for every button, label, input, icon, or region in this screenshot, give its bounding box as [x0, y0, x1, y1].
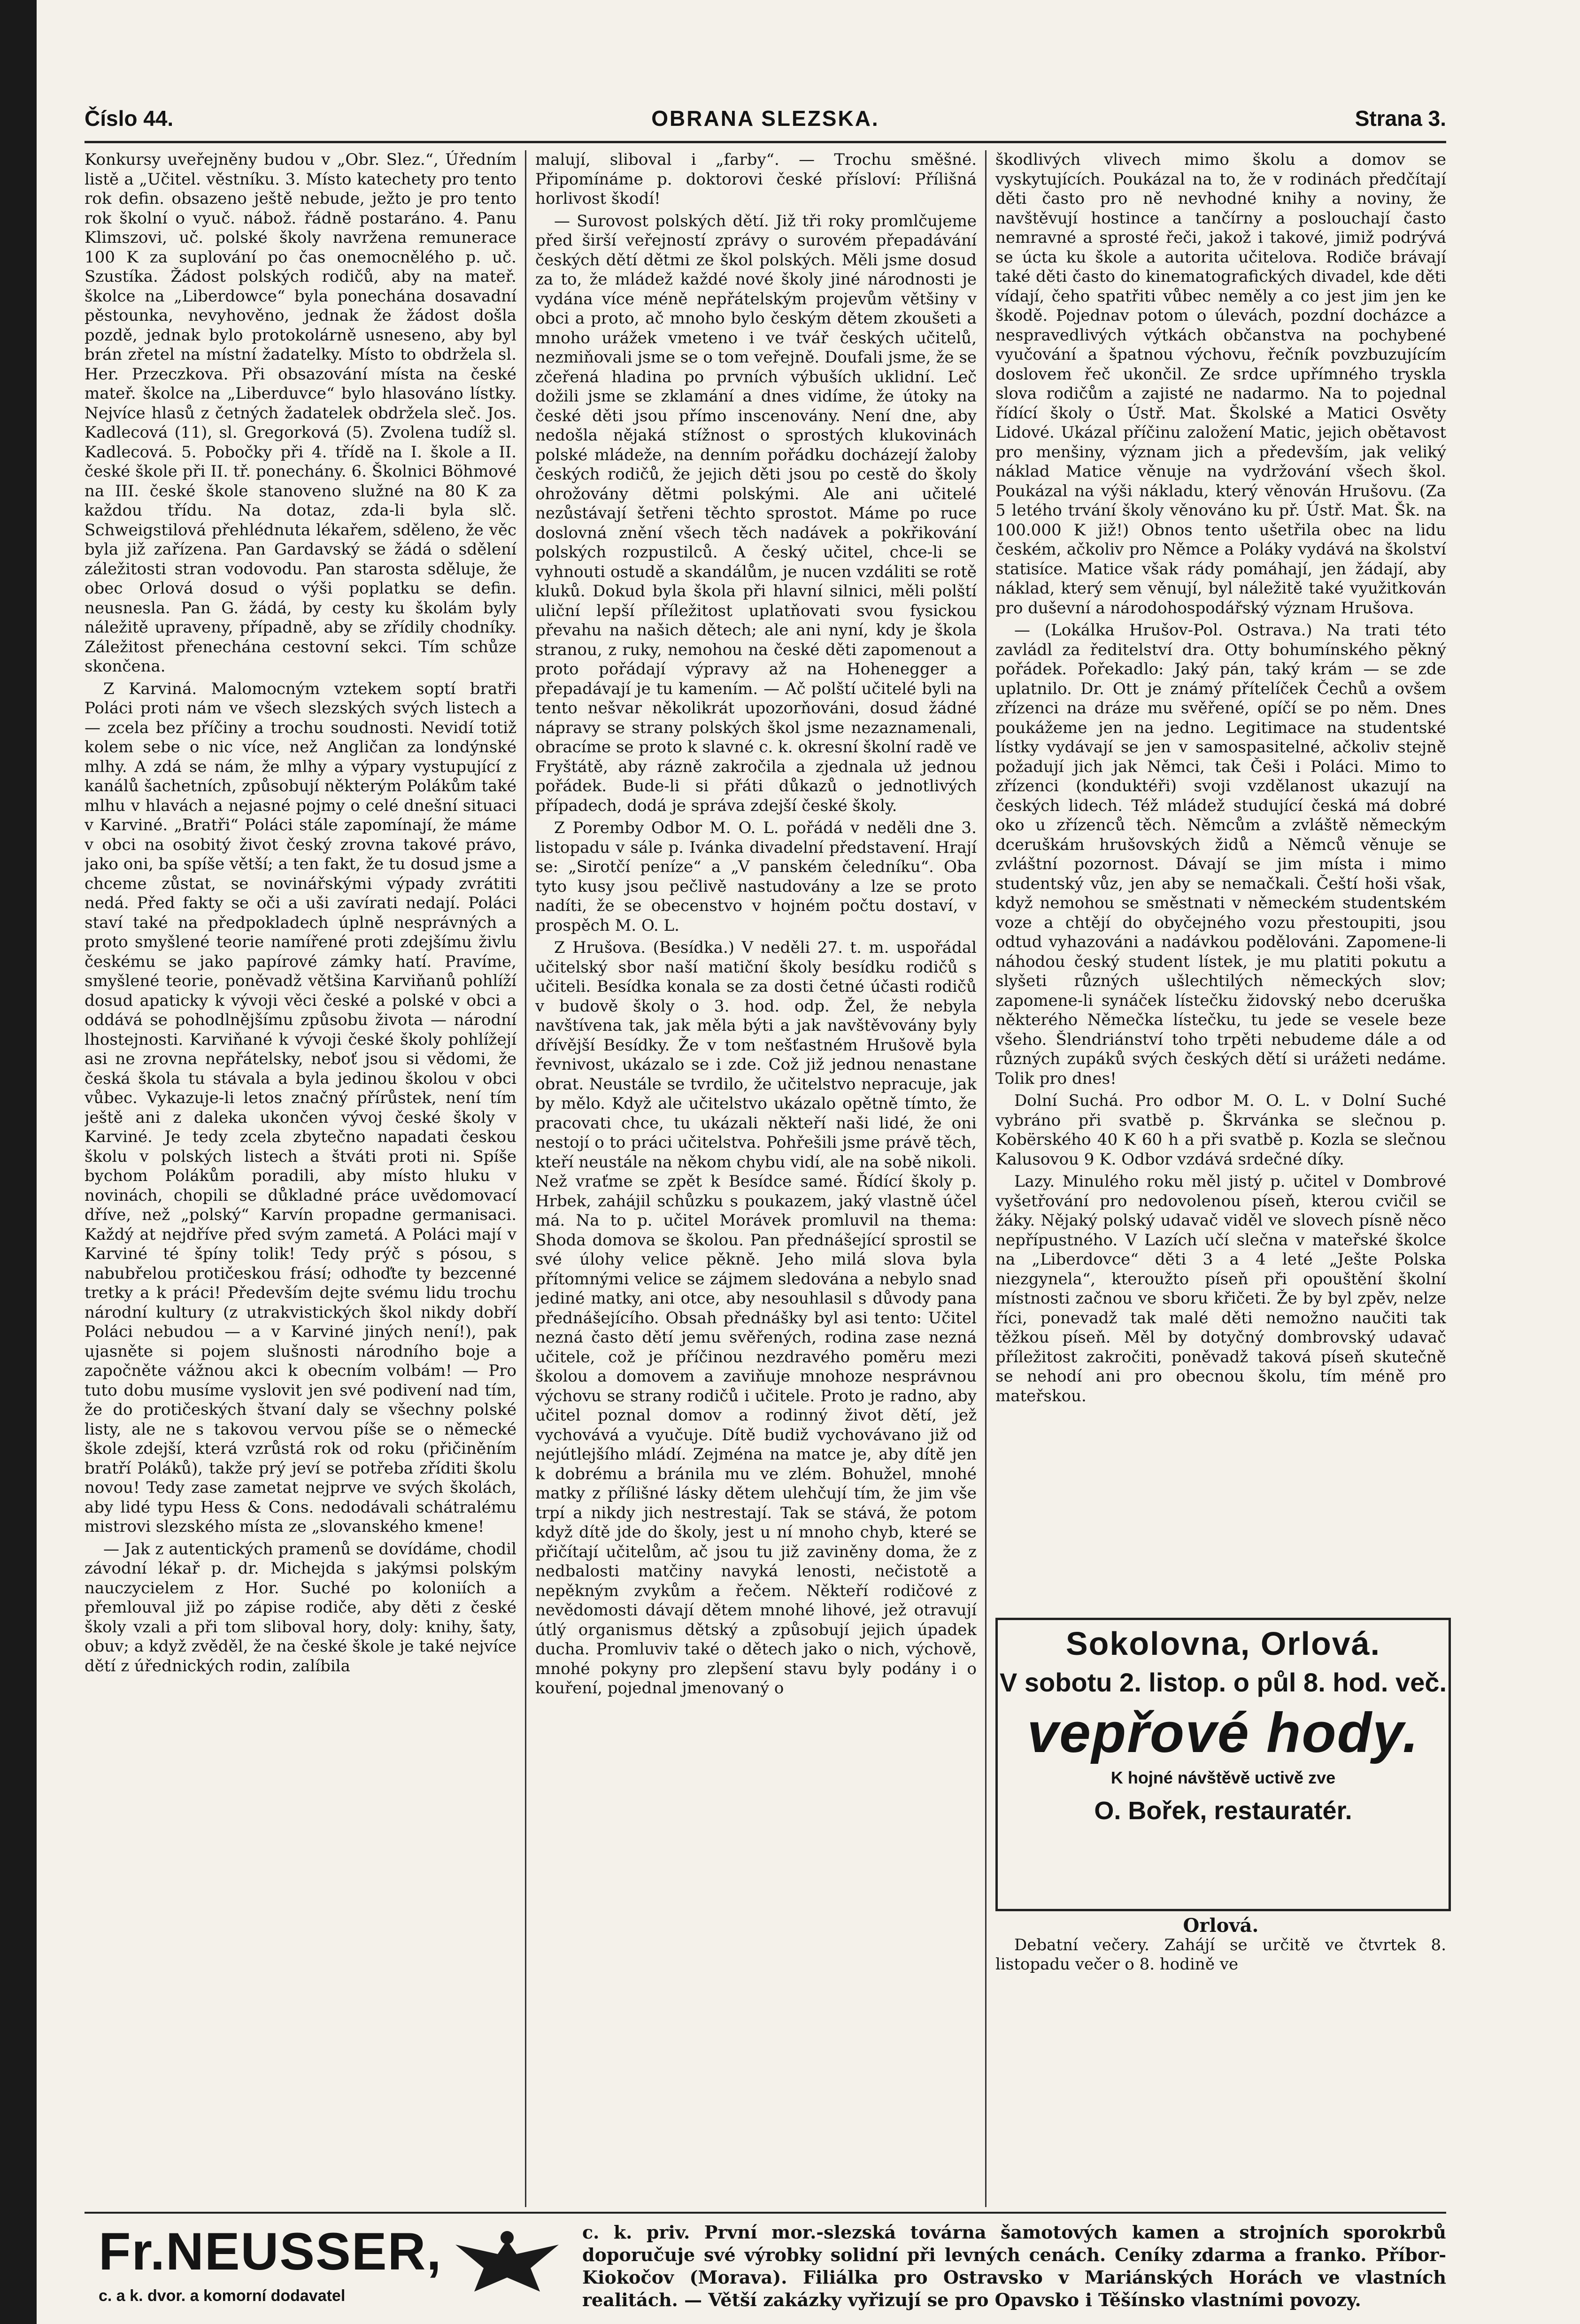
- article-text: — Jak z autentických pramenů se dovídáme, chodil závodní lékař p. dr. Michejda s jakýmsi polským nauczycielem z Hor. Suché po koloniích a přemlouval již po zápise rodiče, aby děti z české školy vzali a při tom sliboval hory, doly: knihy, šaty, obuv; a když zvěděl, že na české škole je také nejvíce dětí z úřednických rodin, zalíbila: [85, 1539, 516, 1675]
- column-divider: [985, 150, 987, 2207]
- article-dolni-sucha: Dolní Suchá. Pro odbor M. O. L. v Dolní Suché vybráno při svatbě p. Škrvánka se slečnou p. Kobërského 40 K 60 h a při svatbě p. Kozla se slečnou Kalusovou 9 K. Odbor vzdává srdečné díky.: [995, 1091, 1446, 1169]
- column-3: [995, 150, 1446, 1611]
- section-heading: Orlová.: [1183, 1916, 1259, 1937]
- column-2: [535, 150, 977, 2207]
- article-lokalka: — (Lokálka Hrušov-Pol. Ostrava.) Na trati této zavládl za ředitelství dra. Otty bohumínského pěkný pořádek. Pořekadlo: Jaký pán, taký krám — se zde uplatnilo. Dr. Ott je známý přítelíček Čechů a ovšem zřízenci na dráze mu svěřené, opíčí se po něm. Dnes poukážeme jen na jedno. Legitimace na studentské lístky vydávají se jen v samospasitelné, ačkoliv stejně požadují jich jak Němci, tak Češi i Poláci. Mimo to zřízenci (konduktéři) svoji vzdělanost ukazují na českých lidech. Též mládež studující česká má dobré oko u zřízenců těch. Němcům a zvláště německým dceruškám hrušovských židů a Němců věnuje se zvláštní pozornost. Dávají se jim místa i mimo studentský vůz, jen aby se nemačkali. Čeští hoši však, když nemohou se směstnati v německém studentském voze a chtějí do obyčejného vozu přestoupiti, jsou odtud vyhazováni a nadávkou podělováni. Zapomene-li náhodou český student lístek, je mu platiti pokutu a slyšeti různých ušlechtilých německých slov; zapomene-li synáček lístečku židovský nebo dceruška některého Němečka lístečku, tu jede se vesele beze všeho. Šlendriánství toho trpěti nebudeme dále a od různých zupáků svých českých dětí si urážeti nedáme. Tolik pro dnes!: [995, 621, 1446, 1088]
- article-hrusov: Z Hrušova. (Besídka.) V neděli 27. t. m. uspořádal učitelský sbor naší matiční školy besídku rodičů s učiteli. Besídka konala se za dosti četné účasti rodičů v budově školy o 3. hod. odp. Žel, že nebyla navštívena tak, jak měla býti a jak navštěvovány byly dřívější Besídky. Že v tom nešťastném Hrušově byla řevnivost, ukázalo se i zde. Což již jednou nenastane obrat. Neustále se tvrdilo, že učitelstvo nepracuje, jak by mělo. Když ale učitelstvo ukázalo opětně tímto, že pracovati chce, tu ukázali někteří naši lidé, že oni nestojí o to práci učitelstva. Pohřešili jsme právě těch, kteří neustále na někom chybu vidí, ale na sobě nikoli. Než vraťme se zpět k Besídce samé. Řídící školy p. Hrbek, zahájil schůzku s poukazem, jaký vlastně účel má. Na to p. učitel Morávek promluvil na thema: Shoda domova se školou. Pan přednášející sprostil se své úlohy velice pěkně. Jeho milá slova byla přítomnými velice se zájmem sledována a nebylo snad jediné matky, ani otce, aby nesouhlasil s důvody pana přednášejícího. Obsah přednášky byl asi tento: Učitel nezná často dětí jemu svěřených, rodina zase nezná učitele, což je příčinou nezdravého poměru mezi školou a domovem a zaviňuje mnohoze nesprávnou výchovu se strany rodičů i učitele. Proto je radno, aby učitel poznal domov a rodinný život dětí, jež vychovává a vyučuje. Dítě budiž vychovávano již od nejútlejšího mládí. Zejména na matce je, aby dítě jen k dobrému a bránila mu ve zlém. Bohužel, mnohé matky z přílišné lásky dětem ulehčují tím, že jim vše trpí a nikdy jich nestrestají. Tak se stává, že potom když dítě jde do školy, jest u ní mnoho chyb, které se přičítají učitelům, ač jsou tu již zaviněny doma, že z nedbalosti matčiny navyká lenosti, nečistotě a nepěkným zvykům a řečem. Někteří rodičové z nevědomosti dávají dětem mnohé lihové, jež otravují útlý organismus dětský a způsobují jejich úpadek ducha. Promluviv také o dětech jako o nich, výchově, mnohé pokyny pro zlepšení stavu byly podány i o kouření, pojednal jmenovaný o: [535, 938, 977, 1698]
- ad-venue: Sokolovna, Orlová.: [1065, 1625, 1381, 1662]
- ad-invitation: K hojné návštěvě uctivě zve: [1110, 1768, 1336, 1787]
- article-text: Konkursy uveřejněny budou v „Obr. Slez.“, Úředním listě a „Učitel. věstníku. 3. Místo katechety pro tento rok defin. obsazeno ještě nebude, ježto je pro tento rok školní o vyuč. nábož. řádně postaráno. 4. Panu Klimszovi, uč. polské školy navržena remunerace 100 K za suplování po čas onemocnělého p. uč. Szustíka. Žádost polských rodičů, aby na mateř. školce na „Liberdowce“ byla ponechána dosavadní pěstounka, nevyhověno, jednak že žádost došla pozdě, jednak bylo protokolárně usneseno, aby byl brán zřetel na místní žadatelky. Místo to obdržela sl. Her. Przeczkova. Při obsazování místa na české mateř. školce na „Liberduvce“ bylo hlasováno lístky. Nejvíce hlasů z četných žadatelek obdržela sleč. Jos. Kadlecová (11), sl. Gregorková (5). Zvolena tudíž sl. Kadlecová. 5. Pobočky při 4. třídě na I. škole a II. české škole při II. tř. ponechány. 6. Školnici Böhmové na III. české škole stanoveno služné na 80 K za každou třídu. Na dotaz, zda-li byla slč. Schweigstilová přehlédnuta lékařem, sděleno, že věc byla již zařízena. Pan Gardavský se žádá o sdělení záležitosti stran vodovodu. Pan starosta sděluje, že obec Orlová dosud o výši poplatku se defin. neusnesla. Pan G. žádá, by cesty ku školám byly náležitě upraveny, případně, aby se zřídily chodníky. Záležitost přenechána cestovní sekci. Tím schůze skončena.: [85, 150, 516, 676]
- article-lazy: Lazy. Minulého roku měl jistý p. učitel v Dombrové vyšetřování pro nedovolenou píseň, kterou cvičil se žáky. Nějaký polský udavač viděl ve slovech písně něco nepřípustného. V Lazích učí slečna v mateřské školce na „Liberdovce“ děti 3 a 4 leté „Ješte Polska niezgynela“, kteroužto píseň při opouštění školní místnosti začnou ve sboru křičeti. Že by byl zpěv, nelze říci, ponevadž tak malé děti nemožno naučiti tak těžkou píseň. Měl by dotyčný dombrovský udavač příležitost zakročiti, poněvadž taková píseň skutečně se nehodí ani pro obecnou školu, tím méně pro mateřskou.: [995, 1172, 1446, 1405]
- article-surovost: — Surovost polských dětí. Již tři roky promlčujeme před širší veřejností zprávy o surovém přepadávání českých dětí dětmi ze škol polských. Měli jsme dosud za to, že mládež každé nové školy jiné národnosti je vydána více méně nepřátelským projevům většiny v obci a proto, ač mnoho bylo českým dětem zkoušeti a mnoho urážek vmeteno i ve tvář českých učitelů, nezmiňovali jsme se o tom veřejně. Doufali jsme, že se zčeřená hladina po prvních výbuších uklidní. Leč dožili jsme se zklamání a dnes vidíme, že útoky na české děti jsou přímo inscenovány. Není dne, aby nedošla nějaká stížnost o sprostých klukovinách polské mládeže, na denním pořádku docházejí žaloby českých rodičů, že jejich děti jsou po cestě do školy ohrožovány dětmi polskými. Ale ani učitelé nezůstávají šetřeni těchto sprostot. Máme po ruce doslovná znění všech těch nadávek a pokřikování polských rozpustilců. A český učitel, chce-li se vyhnouti ostudě a skandálům, je nucen vzdáliti se rotě kluků. Dokud byla škola při hlavní silnici, měli polští uliční lepší příležitost uplatňovati svou fysickou převahu na našich dětech; ale ani nyní, kdy je škola stranou, z ruky, nemohou na české děti zapomenout a proto pořádají výpravy až na Hohenegger a přepadávají je tu kamením. — Ač polští učitelé byli na tento nešvar několikrát upozorňováni, dosud žádné nápravy se strany polských škol jsme nezaznamenali, obracíme se proto k slavné c. k. okresní školní radě ve Fryštátě, aby rázně zakročila a zjednala už jednou pořádek. Bude-li si přáti důkazů o jednotlivých případech, dodá je správa zdejší české školy.: [535, 211, 977, 815]
- ad-date: V sobotu 2. listop. o půl 8. hod. več.: [999, 1668, 1447, 1697]
- brand-name: Fr.NEUSSER,: [99, 2222, 442, 2281]
- column-1: [85, 150, 516, 2207]
- brand-subtitle: c. a k. dvor. a komorní dodavatel: [99, 2287, 346, 2305]
- article-text: škodlivých vlivech mimo školu a domov se vyskytujících. Poukázal na to, že v rodinách předčítají děti často pro ně nevhodné knihy a noviny, že navštěvují hostince a tančírny a poslouchají často nemravné a sprosté řeči, jakož i takové, jimiž podrývá se úcta ku škole a autorita učitelova. Rodiče brávají také děti často do kinematografických divadel, kde děti vídají, čeho spatřiti vůbec neměly a co jest jim jen ke škodě. Pojednav potom o úlevách, pozdní docházce a nespravedlivých výtkách občanstva na pochybené vyučování a špatnou výchovu, řečník povzbuzujícím doslovem řeč ukončil. Ze srdce upřímného tryskla slova rodičům a zajisté ne nadarmo. Na to pojednal řídící školy o Ústř. Mat. Školské a Matici Osvěty Lidové. Ukázal příčinu založení Matic, jejich obětavost pro menšiny, význam jich a především, jak veliký náklad Matice věnuje na vydržování všech škol. Poukázal na výši nákladu, který věnován Hrušovu. (Za 5 letého trvání školy věnováno ku př. Ústř. Mat. Šk. na 100.000 K již!) Obnos tento ušetřila obec na lidu českém, ačkoliv pro Němce a Poláky vydává na školství statisíce. Matice však rády pomáhají, jen žádají, aby náklad, který sem věnují, byl náležitě také využitkován pro duševní a národohospodářský význam Hrušova.: [995, 150, 1446, 618]
- article-text: malují, sliboval i „farby“. — Trochu směšné. Připomínáme p. doktorovi české přísloví: Přílišná horlivost škodí!: [535, 150, 977, 208]
- ad-headline: vepřové hody.: [1027, 1701, 1419, 1764]
- footer-advertisement: [85, 2216, 1446, 2320]
- article-poremba: Z Poremby Odbor M. O. L. pořádá v neděli dne 3. listopadu v sále p. Ivánka divadelní představení. Hrají se: „Sirotčí peníze“ a „V panském čeledníku“. Oba tyto kusy jsou pečlivě nastudovány a lze se proto nadíti, že se obecenstvo v hojném počtu dostaví, v prospěch M. O. L.: [535, 818, 977, 935]
- advertisement-sokolovna: [995, 1618, 1451, 1911]
- ad-host: O. Bořek, restauratér.: [1094, 1797, 1352, 1825]
- column-3-tail: [995, 1916, 1446, 1986]
- column-divider: [525, 150, 526, 2207]
- newspaper-title: OBRANA SLEZSKA.: [651, 106, 879, 131]
- issue-number: Číslo 44.: [85, 106, 174, 131]
- footer-rule: [85, 2212, 1446, 2214]
- article-text: Debatní večery. Zahájí se určitě ve čtvrtek 8. listopadu večer o 8. hodině ve: [995, 1935, 1446, 1974]
- article-karvina: Z Karviná. Malomocným vztekem soptí bratři Poláci proti nám ve všech slezských svých listech a — zcela bez příčiny a trochu soudnosti. Nevidí totiž kolem sebe o nic více, než Angličan za londýnské mlhy. A zdá se nám, že mlhy a výpary vystupující z kanálů šachetních, způsobují některým Polákům také mlhu v hlavách a nejasné pojmy o celé dnešní situaci v Karviné. „Bratři“ Poláci stále zapomínají, že máme v obci na osobitý život český zrovna takové právo, jako oni, ba spíše větší; a ten fakt, že tu dosud jsme a chceme zůstat, se novinářskými výpady zvrátiti nedá. Před fakty se oči a uši zavírati nedají. Poláci staví také na předpokladech úplně nesprávných a proto smyšlené teorie namířené proti zdejšímu živlu českému se jako papírové zámky hatí. Pravíme, smyšlené teorie, poněvadž většina Karviňanů pohlíží dosud apaticky k vývoji věci české a polské v obci a oddává se pohodlnějšímu způsobu života — národní lhostejnosti. Karviňané k vývoji české školy pohlížejí asi ne zrovna nepřátelsky, neboť jsou si vědomi, že česká škola tu stávala a byla jedinou školou v obci vůbec. Vykazuje-li letos značný přírůstek, není tím ještě ani z daleka ukončen vývoj české školy v Karviné. Je tedy zcela zbytečno napadati českou školu v polských listech a štváti proti ni. Spíše bychom Polákům poradili, aby místo hluku v novinách, chopili se důkladné práce uvědomovací dříve, než „polský“ Karvín propadne germanisaci. Každý at nejdříve před svým zametá. A Poláci mají v Karviné té špíny tolik! Tedy prýč s pósou, s nabubřelou protičeskou frásí; odhoďte ty bezcenné tretky a k práci! Především dejte svému lidu trochu národní kultury (z utrakvistických škol nikdy dobří Poláci nebudou — a v Karviné jiných není!), pak ujasněte si pojem slušnosti národního boje a započněte vážnou akci k obecním volbám! — Pro tuto dobu musíme vyslovit jen své podivení nad tím, že do protičeských štvaní daly se všechny polské listy, ale ne s takovou vervou píše se o německé škole zdejší, která vzrůstá rok od roku (přičiněním bratří Poláků), takže prý jeví se potřeba zříditi školu novou! Tedy zase zametat nejprve ve svých školách, aby lidé typu Hess & Cons. nedodávali schátralému mistrovi slezského místa ze „slovanského kmene!: [85, 679, 516, 1536]
- page-header: [85, 101, 1446, 143]
- footer-ad-text: c. k. priv. První mor.-slezská továrna šamotových kamen a strojních sporokrbů doporučuje své výrobky solidní při levných cenách. Ceníky zdarma a franko. Příbor-Kiokočov (Morava). Filiálka pro Ostravsko v Mariánských Horách ve vlastních realitách. — Větší zakázky vyřizují se pro Opavsko i Těšínsko vlastními povozy.: [582, 2222, 1446, 2310]
- scan-edge: [0, 0, 37, 2324]
- page-number: Strana 3.: [1355, 106, 1446, 131]
- eagle-emblem-icon: [446, 2226, 568, 2301]
- header-rule: [85, 141, 1446, 143]
